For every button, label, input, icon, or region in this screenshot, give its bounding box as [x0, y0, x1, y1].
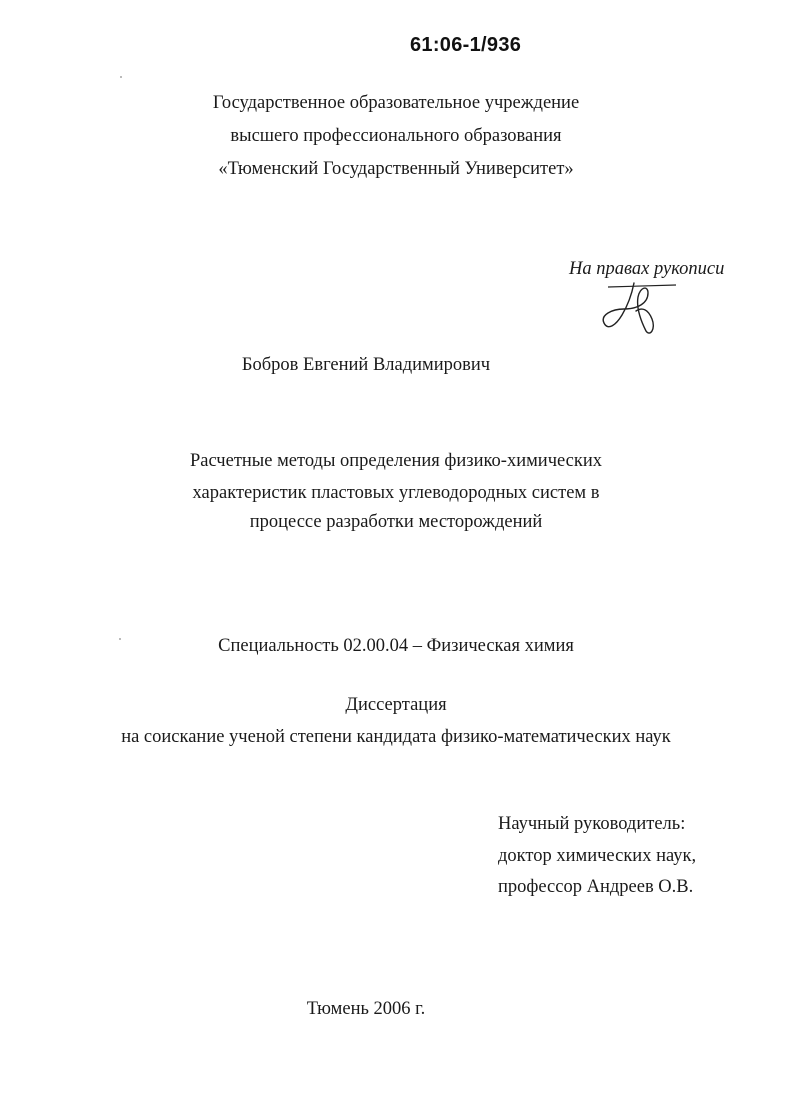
title-line-3: процессе разработки месторождений [249, 512, 543, 532]
institution-line-3: «Тюменский Государственный Университет» [218, 159, 574, 179]
dissertation-degree: на соискание ученой степени кандидата физико-математических наук [121, 727, 671, 747]
specialty: Специальность 02.00.04 – Физическая химия [218, 636, 574, 656]
supervisor-name: профессор Андреев О.В. [498, 877, 694, 897]
scan-speck [120, 76, 122, 78]
title-line-1: Расчетные методы определения физико-химических [189, 451, 603, 471]
supervisor-label: Научный руководитель: [498, 814, 686, 834]
city-year: Тюмень 2006 г. [306, 999, 426, 1019]
dissertation-heading: Диссертация [345, 695, 447, 715]
title-line-2: характеристик пластовых углеводородных систем в [192, 483, 600, 503]
manuscript-rights: На правах рукописи [569, 259, 725, 279]
author-name: Бобров Евгений Владимирович [241, 355, 491, 375]
institution-line-1: Государственное образовательное учреждение [212, 93, 580, 113]
supervisor-degree: доктор химических наук, [498, 846, 697, 866]
signature-icon [598, 279, 680, 335]
catalog-number: 61:06-1/936 [410, 34, 522, 56]
institution-line-2: высшего профессионального образования [230, 126, 562, 146]
